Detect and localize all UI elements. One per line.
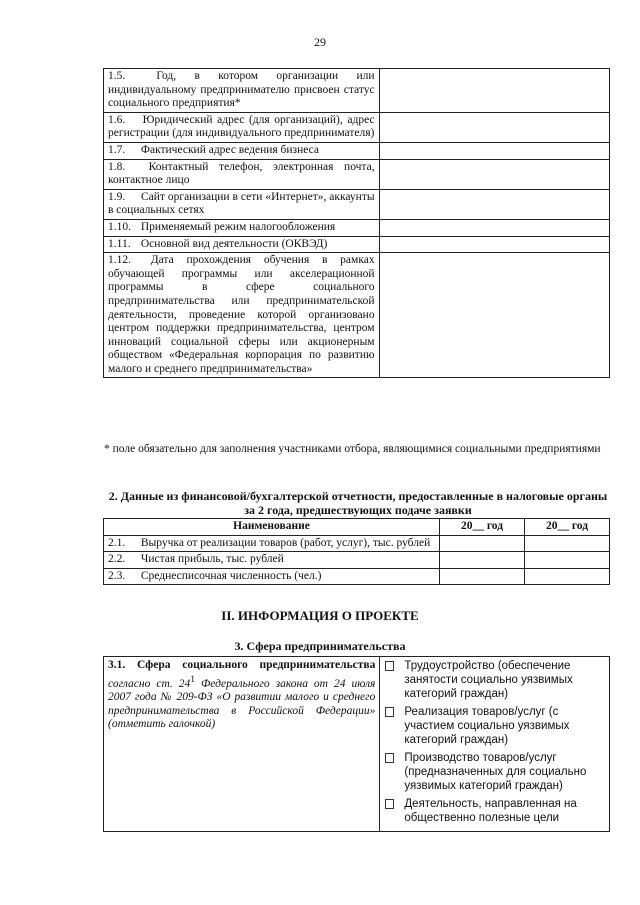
year-value-field[interactable] [525,552,610,569]
row-number: 1.12. [108,254,131,267]
option-label: Производство товаров/услуг (предназначенных для социально уязвимых категорий граждан) [404,752,587,792]
sphere-question-bold: Сфера социального предпринимательства [136,659,376,671]
row-text: Чистая прибыль, тыс. рублей [140,553,284,566]
row-label [104,159,380,189]
row-label [104,535,440,552]
row-label [104,552,440,569]
sphere-question-num: 3.1. [108,659,126,671]
row-value-field[interactable] [379,219,609,236]
sphere-question-italic1: согласно ст. 24 [108,677,191,690]
row-label [104,253,380,378]
option-label: Деятельность, направленная на общественно полезные цели [404,798,577,824]
row-value-field[interactable] [379,112,609,142]
table-row [104,142,610,159]
row-number: 2.3. [108,569,126,582]
row-text: Сайт организации в сети «Интернет», аккаунты в социальных сетях [108,190,375,217]
footnote: * поле обязательно для заполнения участниками отбора, являющимися социальными предприятиями [104,443,601,455]
row-text: Дата прохождения обучения в рамках обучающей программы или акселерационной программы в сфере социального предпринимательства или предпринимательской деятельности, проведение которой организовано центром поддержки предпринимательства, центром инноваций социальной сферы или акционерным обществом «Федеральная корпорация по развитию малого и среднего предпринимательства» [108,254,375,375]
row-label [104,142,380,159]
table-row [104,112,610,142]
sphere-question-italic2: Федерального закона от 24 июля 2007 года № 209-ФЗ «О развитии малого и среднего предпринимательства в Российской Федерации» (отметить галочкой) [108,677,376,731]
option-label: Трудоустройство (обеспечение занятости социально уязвимых категорий граждан) [404,660,573,700]
sphere-option[interactable] [384,751,605,793]
part2-heading: II. ИНФОРМАЦИЯ О ПРОЕКТЕ [221,608,419,623]
col-year2-header: 20__ год [525,519,610,536]
row-text: Фактический адрес ведения бизнеса [140,143,319,156]
table-row [104,552,610,569]
row-value-field[interactable] [379,189,609,219]
row-text: Выручка от реализации товаров (работ, услуг), тыс. рублей [140,536,431,549]
option-label: Реализация товаров/услуг (с участием социально уязвимых категорий граждан) [404,706,570,746]
row-number: 1.6. [108,113,126,126]
row-text: Применяемый режим налогообложения [140,220,336,233]
sphere-question [104,657,380,832]
row-label [104,69,380,113]
sphere-table [103,656,610,832]
sphere-options [380,657,610,832]
checkbox[interactable] [385,753,394,763]
page-number: 29 [314,35,326,49]
row-number: 1.11. [108,237,131,250]
row-number: 1.5. [108,70,126,82]
sphere-question-sup: 1 [190,673,196,685]
table-row [104,568,610,585]
row-value-field[interactable] [379,236,609,253]
table-row [104,253,610,378]
table-row [104,535,610,552]
row-number: 1.8. [108,160,126,173]
row-value-field[interactable] [379,142,609,159]
row-text: Среднесписочная численность (чел.) [140,569,322,582]
applicant-info-table [103,68,610,378]
row-text: Контактный телефон, электронная почта, контактное лицо [108,160,375,187]
checkbox[interactable] [385,799,394,809]
year-value-field[interactable] [440,552,525,569]
row-label [104,219,380,236]
col-name-header: Наименование [104,519,440,536]
year-value-field[interactable] [525,568,610,585]
table-row [104,236,610,253]
table-row [104,159,610,189]
checkbox[interactable] [385,707,394,717]
row-number: 1.7. [108,143,126,156]
row-text: Основной вид деятельности (ОКВЭД) [140,237,328,250]
table-row [104,189,610,219]
row-label [104,236,380,253]
year-value-field[interactable] [440,535,525,552]
row-value-field[interactable] [379,69,609,113]
row-number: 2.2. [108,553,126,566]
year-value-field[interactable] [525,535,610,552]
row-label [104,112,380,142]
sphere-option[interactable] [384,797,605,825]
row-value-field[interactable] [379,253,609,378]
row-label [104,189,380,219]
row-number: 1.9. [108,190,126,203]
financial-data-table [103,518,610,585]
table-row [104,219,610,236]
table-row [104,69,610,113]
sphere-option[interactable] [384,705,605,747]
year-value-field[interactable] [440,568,525,585]
section3-heading: 3. Сфера предпринимательства [234,639,406,653]
section2-heading: 2. Данные из финансовой/бухгалтерской отчетности, предоставленные в налоговые органы за 2 года, предшествующих подаче заявки [108,489,608,517]
row-number: 1.10. [108,220,131,233]
row-value-field[interactable] [379,159,609,189]
row-text: Год, в котором организации или индивидуальному предпринимателю присвоен статус социального предприятия* [108,70,375,110]
row-number: 2.1. [108,536,126,549]
sphere-option[interactable] [384,659,605,701]
col-year1-header: 20__ год [440,519,525,536]
row-label [104,568,440,585]
checkbox[interactable] [385,661,394,671]
row-text: Юридический адрес (для организаций), адрес регистрации (для индивидуального предпринимателя) [108,113,375,140]
